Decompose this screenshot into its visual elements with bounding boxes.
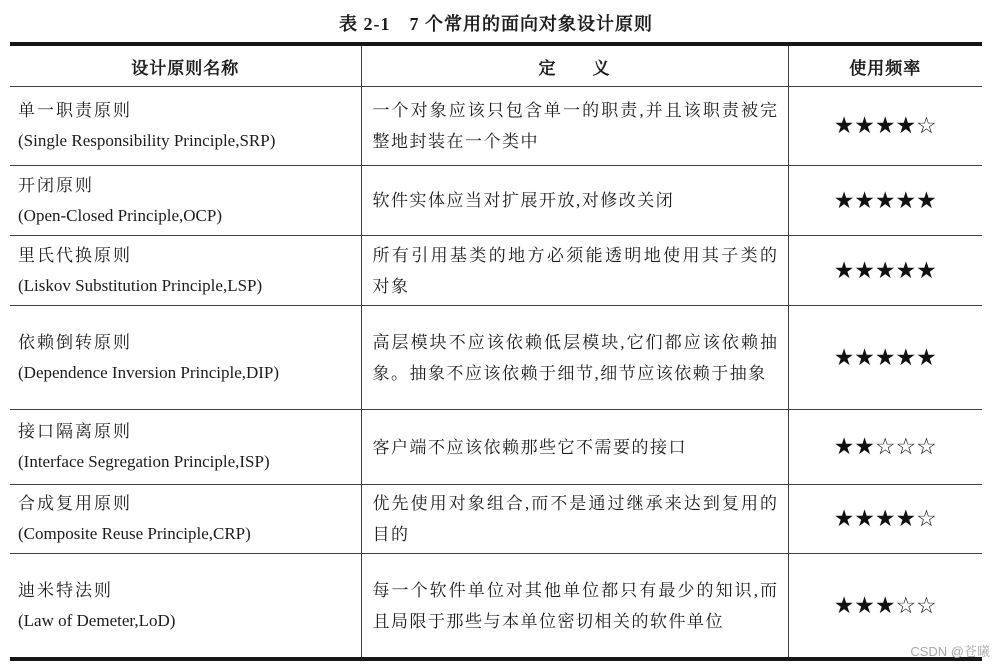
usage-frequency-stars: ★★★★☆ (788, 485, 982, 554)
principle-name-en: (Liskov Substitution Principle,LSP) (18, 275, 263, 295)
usage-frequency-stars: ★★★★★ (788, 306, 982, 410)
principle-definition: 一个对象应该只包含单一的职责,并且该职责被完整地封装在一个类中 (361, 87, 788, 166)
table-row-srp (10, 87, 982, 166)
principle-name-cn: 开闭原则 (18, 175, 94, 195)
table-row-dip (10, 306, 982, 410)
header-usage-frequency: 使用频率 (788, 44, 982, 87)
principle-definition: 客户端不应该依赖那些它不需要的接口 (361, 410, 788, 485)
usage-frequency-stars: ★★★★☆ (788, 87, 982, 166)
principle-name-cn: 依赖倒转原则 (18, 332, 132, 352)
table-row-lod (10, 554, 982, 660)
table-row-lsp (10, 236, 982, 306)
principle-name-cell (10, 554, 361, 660)
usage-frequency-stars: ★★★★★ (788, 166, 982, 236)
table-row-isp (10, 410, 982, 485)
usage-frequency-stars: ★★★☆☆ (833, 592, 937, 619)
principle-name-cell (10, 410, 361, 485)
principle-name-cell (10, 485, 361, 554)
usage-frequency-stars: ★★★★★ (788, 236, 982, 306)
principle-name-cell (10, 166, 361, 236)
principle-name-en: (Law of Demeter,LoD) (18, 610, 176, 630)
principle-name-cn: 迪米特法则 (18, 580, 113, 600)
principle-name-cell (10, 306, 361, 410)
principle-definition: 软件实体应当对扩展开放,对修改关闭 (361, 166, 788, 236)
usage-frequency-stars: ★★☆☆☆ (788, 410, 982, 485)
table-header-row (10, 44, 982, 87)
principle-definition: 所有引用基类的地方必须能透明地使用其子类的对象 (361, 236, 788, 306)
principle-name-en: (Open-Closed Principle,OCP) (18, 205, 222, 225)
principle-name-cn: 里氏代换原则 (18, 245, 132, 265)
principle-name-en: (Single Responsibility Principle,SRP) (18, 131, 276, 150)
header-definition: 定 义 (361, 44, 788, 87)
principle-name-cn: 接口隔离原则 (18, 422, 132, 441)
table-caption: 表 2-1 7 个常用的面向对象设计原则 (339, 14, 653, 34)
principle-name-en: (Composite Reuse Principle,CRP) (18, 524, 251, 543)
principle-name-cell (10, 87, 361, 166)
principle-name-en: (Dependence Inversion Principle,DIP) (18, 362, 280, 382)
table-row-crp (10, 485, 982, 554)
header-principle-name: 设计原则名称 (10, 44, 361, 87)
design-principles-table (10, 42, 982, 661)
csdn-watermark: CSDN @苍曦 (910, 644, 990, 659)
principle-name-cell (10, 236, 361, 306)
principle-definition: 每一个软件单位对其他单位都只有最少的知识,而且局限于那些与本单位密切相关的软件单位 (361, 554, 788, 660)
principle-name-en: (Interface Segregation Principle,ISP) (18, 452, 270, 471)
principle-name-cn: 合成复用原则 (18, 494, 132, 513)
table-row-ocp (10, 166, 982, 236)
principle-name-cn: 单一职责原则 (18, 101, 132, 120)
principle-definition: 优先使用对象组合,而不是通过继承来达到复用的目的 (361, 485, 788, 554)
principle-definition: 高层模块不应该依赖低层模块,它们都应该依赖抽象。抽象不应该依赖于细节,细节应该依赖于抽象 (361, 306, 788, 410)
